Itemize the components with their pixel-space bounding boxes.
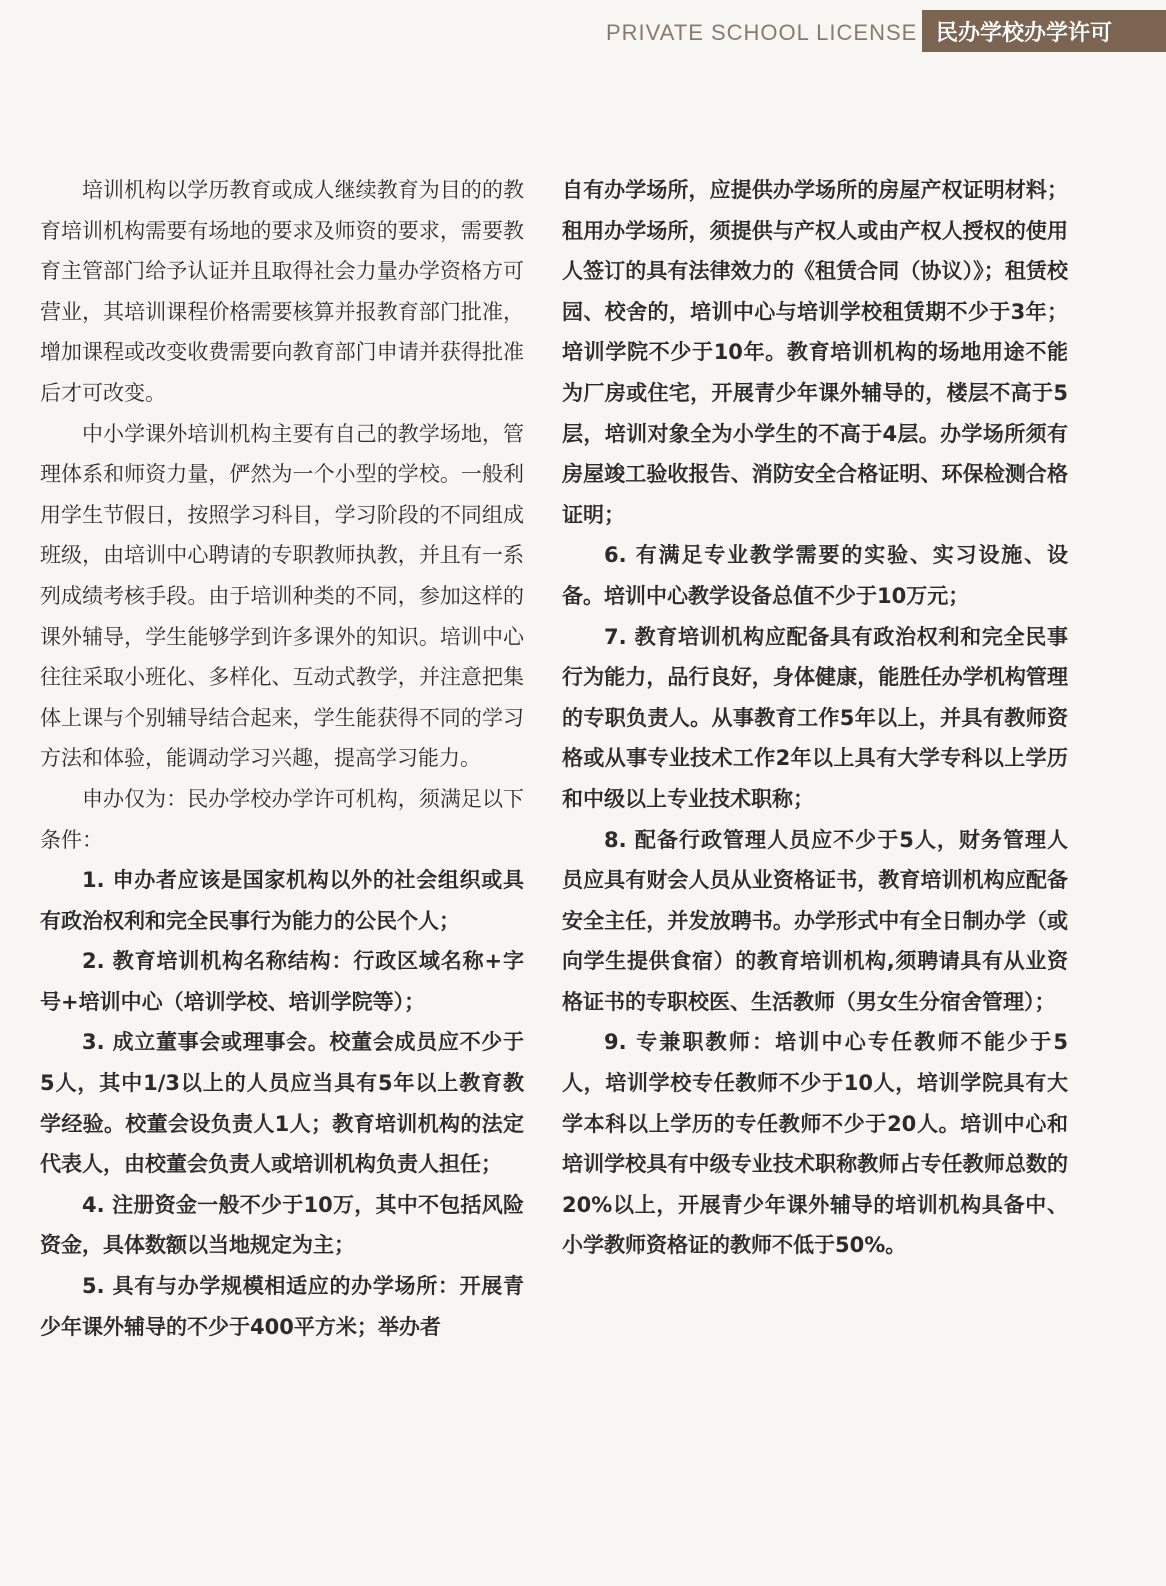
header-chinese-title: 民办学校办学许可 xyxy=(922,10,1166,52)
condition-2: 2. 教育培训机构名称结构：行政区域名称+字号+培训中心（培训学校、培训学院等）； xyxy=(40,949,524,1014)
condition-4: 4. 注册资金一般不少于10万，其中不包括风险资金，具体数额以当地规定为主； xyxy=(40,1192,524,1258)
condition-7: 7. 教育培训机构应配备具有政治权利和完全民事行为能力，品行良好，身体健康，能胜任办学机构管理的专职负责人。从事教育工作5年以上，并具有教师资格或从事专业技术工作2年以上具有大学专科以上学历和中级以上专业技术职称； xyxy=(562,624,1068,811)
condition-5-continued: 自有办学场所，应提供办学场所的房屋产权证明材料；租用办学场所，须提供与产权人或由产权人授权的使用人签订的具有法律效力的《租赁合同（协议）》；租赁校园、校舍的，培训中心与培训学校租赁期不少于3年；培训学院不少于10年。教育培训机构的场地用途不能为厂房或住宅，开展青少年课外辅导的，楼层不高于5层，培训对象全为小学生的不高于4层。办学场所须有房屋竣工验收报告、消防安全合格证明、环保检测合格证明； xyxy=(562,178,1068,527)
intro-paragraph-training-institutions: 培训机构以学历教育或成人继续教育为目的的教育培训机构需要有场地的要求及师资的要求，需要教育主管部门给予认证并且取得社会力量办学资格方可营业，其培训课程价格需要核算并报教育部门批准，增加课程或改变收费需要向教育部门申请并获得批准后才可改变。 xyxy=(40,178,524,405)
condition-1: 1. 申办者应该是国家机构以外的社会组织或具有政治权利和完全民事行为能力的公民个人； xyxy=(40,868,524,933)
condition-5-start: 5. 具有与办学规模相适应的办学场所：开展青少年课外辅导的不少于400平方米；举办者 xyxy=(40,1274,524,1339)
intro-paragraph-k12-tutoring: 中小学课外培训机构主要有自己的教学场地，管理体系和师资力量，俨然为一个小型的学校。一般利用学生节假日，按照学习科目，学习阶段的不同组成班级，由培训中心聘请的专职教师执教，并且有一系列成绩考核手段。由于培训种类的不同，参加这样的课外辅导，学生能够学到许多课外的知识。培训中心往往采取小班化、多样化、互动式教学，并注意把集体上课与个别辅导结合起来，学生能获得不同的学习方法和体验，能调动学习兴趣，提高学习能力。 xyxy=(40,421,524,771)
condition-3: 3. 成立董事会或理事会。校董会成员应不少于5人，其中1/3以上的人员应当具有5年以上教育教学经验。校董会设负责人1人；教育培训机构的法定代表人，由校董会负责人或培训机构负责人担任； xyxy=(40,1030,524,1177)
application-conditions-intro: 申办仅为：民办学校办学许可机构，须满足以下条件： xyxy=(40,786,524,852)
right-column xyxy=(562,170,1068,1266)
left-column xyxy=(40,170,524,1347)
header-english-title: PRIVATE SCHOOL LICENSE xyxy=(606,20,918,45)
condition-6: 6. 有满足专业教学需要的实验、实习设施、设备。培训中心教学设备总值不少于10万元； xyxy=(562,543,1068,608)
condition-9: 9. 专兼职教师：培训中心专任教师不能少于5人，培训学校专任教师不少于10人，培训学院具有大学本科以上学历的专任教师不少于20人。培训中心和培训学校具有中级专业技术职称教师占专任教师总数的20%以上，开展青少年课外辅导的培训机构具备中、小学教师资格证的教师不低于50%。 xyxy=(562,1030,1068,1258)
condition-8: 8. 配备行政管理人员应不少于5人，财务管理人员应具有财会人员从业资格证书，教育培训机构应配备安全主任，并发放聘书。办学形式中有全日制办学（或向学生提供食宿）的教育培训机构,须聘请具有从业资格证书的专职校医、生活教师（男女生分宿舍管理）； xyxy=(562,827,1068,1014)
